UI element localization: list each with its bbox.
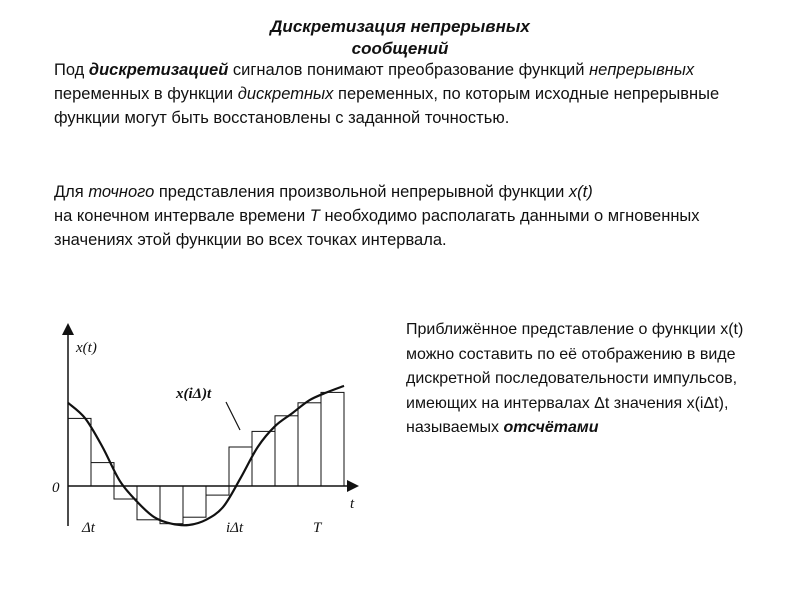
p2-term-xt: x(t) xyxy=(568,183,593,201)
sampling-diagram xyxy=(48,318,368,538)
side-explanation xyxy=(406,318,766,441)
sample-rect-6 xyxy=(183,486,206,517)
sample-rect-1 xyxy=(68,418,91,486)
sample-rect-7 xyxy=(206,486,229,495)
y-axis-label: x(t) xyxy=(76,340,97,356)
slide-title-line1: Дискретизация непрерывных xyxy=(270,17,530,36)
p1-text-4: переменных, по которым исходные непрерывные функции могут быть восстановлены с заданной точностью. xyxy=(54,85,720,127)
sample-rectangles xyxy=(68,392,344,523)
p1-text-1: Под xyxy=(54,61,89,79)
side-text-body: Приближённое представление о функции x(t) можно составить по её отображению в виде дискретной последовательности импульсов, имеющих на интервалах Δt значения x(iΔt), называемых xyxy=(406,321,744,436)
p2-text-3: на конечном интервале времени xyxy=(54,207,310,225)
p2-text-1: Для xyxy=(54,183,89,201)
p2-text-4: необходимо располагать данными о мгновенных значениях этой функции во всех точках интервала. xyxy=(54,207,700,249)
p1-text-3: переменных в функции xyxy=(54,85,238,103)
slide-title-line2: сообщений xyxy=(351,39,449,58)
origin-label: 0 xyxy=(52,480,60,496)
p2-text-2: представления произвольной непрерывной функции xyxy=(154,183,569,201)
sample-rect-4 xyxy=(137,486,160,520)
sample-rect-11 xyxy=(298,403,321,486)
sample-rect-12 xyxy=(321,392,344,486)
p1-term-continuous: непрерывных xyxy=(589,61,695,79)
tick-label-idt: iΔt xyxy=(226,520,244,536)
p2-term-exact: точного xyxy=(88,183,155,201)
p1-term-discrete: дискретных xyxy=(237,85,334,103)
sample-rect-10 xyxy=(275,416,298,486)
tick-label-T: T xyxy=(313,520,322,536)
paragraph-definition xyxy=(54,58,774,130)
curve-label-leader xyxy=(226,402,240,430)
tick-label-dt: Δt xyxy=(82,520,95,536)
x-axis-label: t xyxy=(350,496,355,512)
p2-term-T: T xyxy=(309,207,320,225)
paragraph-exact-representation xyxy=(54,180,774,252)
slide-title xyxy=(200,16,600,60)
sample-rect-2 xyxy=(91,463,114,486)
sample-rect-5 xyxy=(160,486,183,524)
p1-term-discretization: дискретизацией xyxy=(88,61,229,79)
side-term-samples: отсчётами xyxy=(503,419,599,436)
curve-label: x(iΔ)t xyxy=(176,386,212,402)
p1-text-2: сигналов понимают преобразование функций xyxy=(228,61,590,79)
